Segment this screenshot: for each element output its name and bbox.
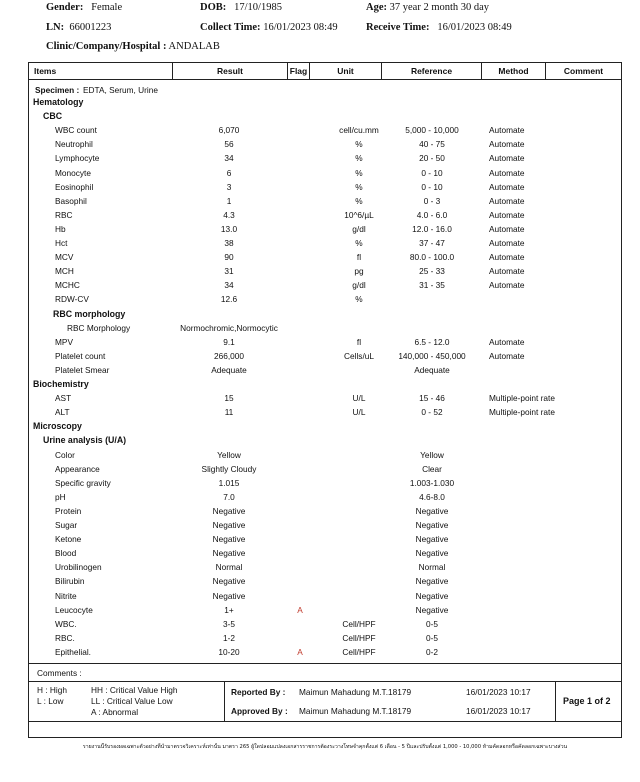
item-name: WBC count [55, 125, 97, 136]
item-name: Monocyte [55, 167, 91, 178]
approved-time: 16/01/2023 10:17 [466, 706, 531, 716]
unit-value: fl [356, 252, 362, 263]
page-number: Page 1 of 2 [563, 696, 611, 706]
result-value: 1-2 [223, 632, 235, 643]
clinic-field: Clinic/Company/Hospital : ANDALAB [46, 41, 220, 52]
reference-value: 31 - 35 [419, 280, 445, 291]
approved-label: Approved By : [231, 706, 288, 716]
table-row [29, 405, 621, 419]
result-value: 13.0 [220, 223, 238, 234]
item-name: MCHC [55, 280, 80, 291]
unit-value: Cell/HPF [342, 618, 376, 629]
reference-value: 6.5 - 12.0 [414, 336, 450, 347]
method-value: Automate [489, 238, 525, 248]
table-row [29, 617, 621, 631]
method-value: Automate [489, 350, 525, 361]
reference-value: Negative [415, 548, 449, 559]
method-value: Automate [489, 336, 525, 347]
legend-abnormal: A : Abnormal [91, 707, 139, 717]
reference-value: Negative [415, 505, 449, 516]
item-name: RBC [55, 209, 73, 220]
section-title: Hematology [33, 97, 84, 107]
result-value: 38 [224, 238, 234, 248]
table-row [29, 532, 621, 546]
table-row [29, 363, 621, 377]
comments-divider [29, 663, 621, 664]
item-name: RBC. [55, 632, 75, 643]
footer-divider [29, 681, 621, 682]
table-row [29, 321, 621, 335]
result-value: Adequate [211, 364, 247, 375]
legend-critical-low: LL : Critical Value Low [91, 696, 173, 706]
reference-value: 12.0 - 16.0 [412, 223, 452, 234]
table-row [29, 208, 621, 222]
section-heading [29, 377, 621, 391]
section-heading [29, 95, 621, 109]
reference-value: Clear [422, 463, 442, 474]
reference-value: 0 - 10 [421, 167, 443, 178]
unit-value: % [355, 139, 363, 150]
item-name: Hct [55, 238, 68, 248]
item-name: Protein [55, 505, 82, 516]
method-value: Multiple-point rate [489, 393, 555, 404]
unit-value: Cell/HPF [342, 646, 376, 657]
table-row [29, 194, 621, 208]
unit-value: U/L [352, 407, 366, 418]
reported-by: Maimun Mahadung M.T.18179 [299, 687, 412, 697]
unit-value: pg [354, 266, 364, 277]
item-name: Blood [55, 548, 77, 559]
reference-value: Negative [415, 590, 449, 601]
reference-value: 40 - 75 [419, 139, 445, 150]
item-name: WBC. [55, 618, 77, 629]
reference-value: 0 - 10 [421, 181, 443, 192]
table-row [29, 476, 621, 490]
table-row [29, 448, 621, 462]
method-value: Multiple-point rate [489, 407, 555, 418]
item-name: RDW-CV [55, 294, 89, 305]
result-value: 6,070 [218, 125, 240, 136]
section-title: Urine analysis (U/A) [43, 435, 127, 446]
col-comment: Comment [563, 66, 604, 76]
reference-value: 25 - 33 [419, 266, 445, 277]
table-header [29, 63, 621, 80]
method-value: Automate [489, 167, 525, 178]
col-result: Result [173, 63, 288, 79]
section-title: RBC morphology [53, 308, 126, 319]
reference-value: 0-5 [426, 618, 438, 629]
result-value: Negative [212, 520, 246, 530]
result-value: 1.015 [218, 477, 240, 488]
reference-value: Negative [415, 576, 449, 587]
section-title: CBC [43, 111, 63, 122]
unit-value: g/dl [352, 280, 366, 291]
reference-value: Adequate [414, 364, 450, 375]
table-row [29, 278, 621, 292]
item-name: AST [55, 393, 72, 404]
item-name: Ketone [55, 534, 82, 545]
ln-field: LN: 66001223 [46, 22, 112, 33]
item-name: ALT [55, 407, 70, 418]
table-row [29, 631, 621, 645]
table-row [29, 180, 621, 194]
result-value: 31 [224, 266, 234, 277]
reference-value: 37 - 47 [419, 238, 445, 248]
table-row [29, 292, 621, 306]
result-value: Negative [212, 548, 246, 559]
reference-value: 80.0 - 100.0 [409, 252, 455, 263]
result-value: 266,000 [214, 350, 244, 361]
legend-high: H : High [37, 685, 67, 695]
approved-by: Maimun Mahadung M.T.18179 [299, 706, 412, 716]
table-row [29, 462, 621, 476]
result-value: 56 [224, 139, 234, 150]
method-value: Automate [489, 125, 525, 136]
item-name: Appearance [55, 463, 100, 474]
result-value: 15 [224, 393, 234, 404]
result-value: 34 [224, 280, 234, 291]
section-heading [29, 419, 621, 433]
reported-label: Reported By : [231, 687, 286, 697]
section-heading [29, 307, 621, 321]
item-name: Hb [55, 223, 66, 234]
method-value: Automate [489, 252, 525, 263]
result-value: 7.0 [223, 491, 235, 502]
item-name: Leucocyte [55, 604, 93, 615]
result-value: 11 [224, 407, 234, 418]
item-name: pH [55, 491, 66, 502]
table-row [29, 560, 621, 574]
item-name: Eosinophil [55, 181, 94, 192]
footer-bottom [29, 721, 621, 722]
item-name: Basophil [55, 195, 87, 206]
reference-value: 1.003-1.030 [409, 477, 455, 488]
section-heading [29, 433, 621, 447]
method-value: Automate [489, 181, 525, 192]
table-row [29, 222, 621, 236]
col-items: Items [29, 63, 173, 79]
table-row [29, 137, 621, 151]
item-name: Color [55, 449, 75, 460]
collect-time-field: Collect Time: 16/01/2023 08:49 [200, 22, 338, 33]
table-row [29, 264, 621, 278]
table-row [29, 250, 621, 264]
method-value: Automate [489, 266, 525, 277]
unit-value: % [355, 167, 363, 178]
table-row [29, 490, 621, 504]
col-reference: Reference [382, 63, 482, 79]
dob-field: DOB: 17/10/1985 [200, 2, 282, 13]
unit-value: Cells/uL [344, 350, 374, 361]
method-value: Automate [489, 209, 525, 220]
item-name: Neutrophil [55, 139, 93, 150]
method-value: Automate [489, 195, 525, 206]
unit-value: fl [356, 336, 362, 347]
item-name: Sugar [55, 520, 78, 530]
reference-value: Negative [415, 604, 449, 615]
legend-critical-high: HH : Critical Value High [91, 685, 178, 695]
item-name: Platelet count [55, 350, 106, 361]
reference-value: 0-5 [426, 632, 438, 643]
result-value: 10-20 [218, 646, 240, 657]
result-value: 3-5 [223, 618, 235, 629]
unit-value: % [355, 294, 363, 305]
result-value: Normochromic,Normocytic [180, 322, 278, 333]
method-value: Automate [489, 153, 525, 164]
gender-field: Gender: Female [46, 2, 123, 13]
comments-label: Comments : [37, 668, 82, 678]
reference-value: Negative [415, 520, 449, 530]
result-value: Slightly Cloudy [201, 463, 257, 474]
section-title: Biochemistry [33, 379, 89, 389]
col-flag: Flag [288, 63, 310, 79]
unit-value: g/dl [352, 223, 366, 234]
reference-value: 4.0 - 6.0 [416, 209, 448, 220]
table-row [29, 504, 621, 518]
section-heading [29, 109, 621, 123]
table-row [29, 151, 621, 165]
reported-time: 16/01/2023 10:17 [466, 687, 531, 697]
result-value: 1 [226, 195, 232, 206]
reference-value: 15 - 46 [419, 393, 445, 404]
method-value: Automate [489, 139, 525, 150]
result-value: 12.6 [220, 294, 238, 305]
flag-value: A [297, 604, 303, 615]
col-method: Method [482, 63, 546, 79]
item-name: Bilirubin [55, 576, 85, 587]
result-value: 1+ [224, 604, 234, 615]
table-row [29, 603, 621, 617]
result-value: Negative [212, 534, 246, 545]
section-title: Microscopy [33, 421, 82, 432]
table-row [29, 123, 621, 137]
reference-value: Yellow [420, 449, 444, 460]
reference-value: 140,000 - 450,000 [398, 350, 466, 361]
result-value: 90 [224, 252, 234, 263]
table-row [29, 546, 621, 560]
item-name: MCH [55, 266, 74, 277]
result-value: 4.3 [223, 209, 235, 220]
reference-value: 5,000 - 10,000 [405, 125, 459, 136]
result-value: 3 [226, 181, 232, 192]
item-name: Platelet Smear [55, 364, 110, 375]
table-row [29, 236, 621, 250]
method-value: Automate [489, 280, 525, 291]
flag-value: A [297, 646, 303, 657]
reference-value: 0-2 [426, 646, 438, 657]
table-row [29, 391, 621, 405]
item-name: Specific gravity [55, 477, 111, 488]
reference-value: 0 - 3 [423, 195, 441, 206]
item-name: Epithelial. [55, 646, 91, 657]
col-unit: Unit [310, 63, 382, 79]
table-row [29, 574, 621, 588]
item-name: MCV [55, 252, 74, 263]
unit-value: % [355, 153, 363, 164]
item-name: Urobilinogen [55, 562, 102, 573]
age-field: Age: 37 year 2 month 30 day [366, 2, 490, 13]
result-value: Yellow [217, 449, 241, 460]
table-row [29, 518, 621, 532]
result-value: Negative [212, 576, 246, 587]
result-value: 9.1 [223, 336, 235, 347]
unit-value: % [355, 195, 363, 206]
unit-value: % [355, 238, 363, 248]
unit-value: Cell/HPF [342, 632, 376, 643]
legal-disclaimer: รายงานนี้รับรองผลเฉพาะตัวอย่างที่นำมาตรวจวิเคราะห์เท่านั้น มาตรา 265 ผู้ใดปลอมแปลงเอกสารราชการต้องระวางโทษจำคุกตั้งแต่ 6 เดือน - 5 ปีและปรับตั้งแต่ 1,000 - 10,000 ห้ามคัดลอกหรือคัดลอกเฉพาะบางส่วน [82, 744, 568, 750]
result-value: Negative [212, 590, 246, 601]
table-row [29, 589, 621, 603]
unit-value: % [355, 181, 363, 192]
result-value: Negative [212, 505, 246, 516]
legend-low: L : Low [37, 696, 64, 706]
receive-time-field: Receive Time: 16/01/2023 08:49 [366, 22, 512, 33]
unit-value: cell/cu.mm [339, 125, 379, 136]
unit-value: U/L [352, 393, 366, 404]
results-table [28, 62, 622, 738]
reference-value: Negative [415, 534, 449, 545]
table-row [29, 335, 621, 349]
unit-value: 10^6/µL [344, 209, 374, 220]
reference-value: 0 - 52 [421, 407, 443, 418]
table-row [29, 166, 621, 180]
specimen-label: Specimen : [35, 85, 80, 95]
method-value: Automate [489, 223, 525, 234]
result-value: 34 [224, 153, 234, 164]
result-value: Normal [215, 562, 243, 573]
reference-value: 4.6-8.0 [419, 491, 445, 502]
footer-sep-1 [224, 681, 225, 721]
specimen-value: EDTA, Serum, Urine [83, 85, 158, 95]
item-name: MPV [55, 336, 73, 347]
footer-sep-2 [555, 681, 556, 721]
table-row [29, 645, 621, 659]
reference-value: Normal [418, 562, 446, 573]
table-row [29, 349, 621, 363]
item-name: Nitrite [55, 590, 77, 601]
reference-value: 20 - 50 [419, 153, 445, 164]
item-name: Lymphocyte [55, 153, 100, 164]
result-value: 6 [226, 167, 232, 178]
item-name: RBC Morphology [67, 322, 131, 333]
